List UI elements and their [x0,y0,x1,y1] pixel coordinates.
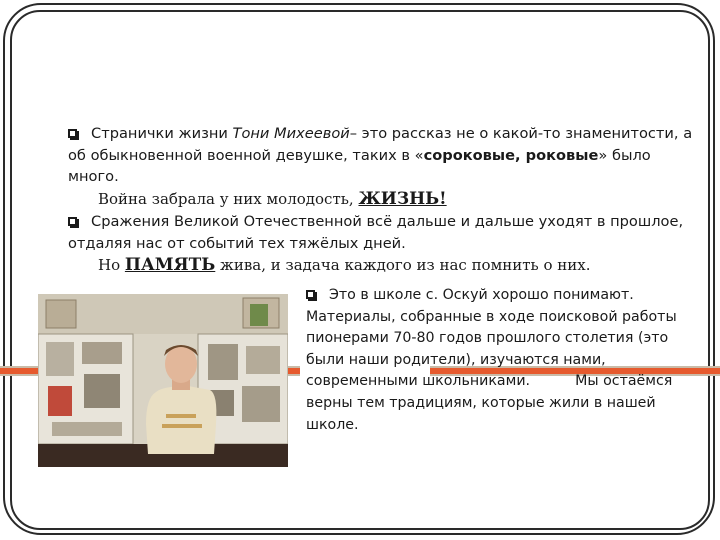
paragraph-school [306,285,706,436]
paragraph-battles [68,211,713,254]
text-part-b: » было много. [68,146,651,185]
text-prefix: Но [98,256,125,274]
paragraph-war-took-youth [68,189,720,211]
paragraph-toni-mikheeva [68,123,698,188]
paragraph-memory [68,255,720,277]
text-prefix: Странички жизни [91,125,233,142]
text-main: Сражения Великой Отечественной всё дальше и дальше уходят в прошлое, отдаляя нас от событий тех тяжёлых дней. [68,213,684,252]
photo-illustration [38,294,288,467]
text-suffix: жива, и задача каждого из нас помнить о них. [215,256,591,274]
text-bold: сороковые, роковые [423,146,599,164]
checkbox-bullet-icon [306,290,315,299]
checkbox-bullet-icon [68,217,77,226]
school-museum-photo [38,294,288,467]
emphasis-life: ЖИЗНЬ! [358,189,447,209]
text-main: Война забрала у них молодость, [98,190,359,208]
text-part-a: – это рассказ не о какой-то знаменитости, а об обыкновенной военной девушке, таких в « [68,125,693,164]
emphasis-memory: ПАМЯТЬ [124,255,216,275]
checkbox-bullet-icon [68,129,77,138]
text-main: Это в школе с. Оскуй хорошо понимают. Материалы, собранные в ходе поисковой работы пионерами 70-80 годов прошлого столетия (это были наши родители), изучаются нами, современными школьниками. Мы остаёмся верны тем традициям, которые жили в нашей школе. [306,287,682,433]
name-italic: Тони Михеевой [232,125,350,142]
